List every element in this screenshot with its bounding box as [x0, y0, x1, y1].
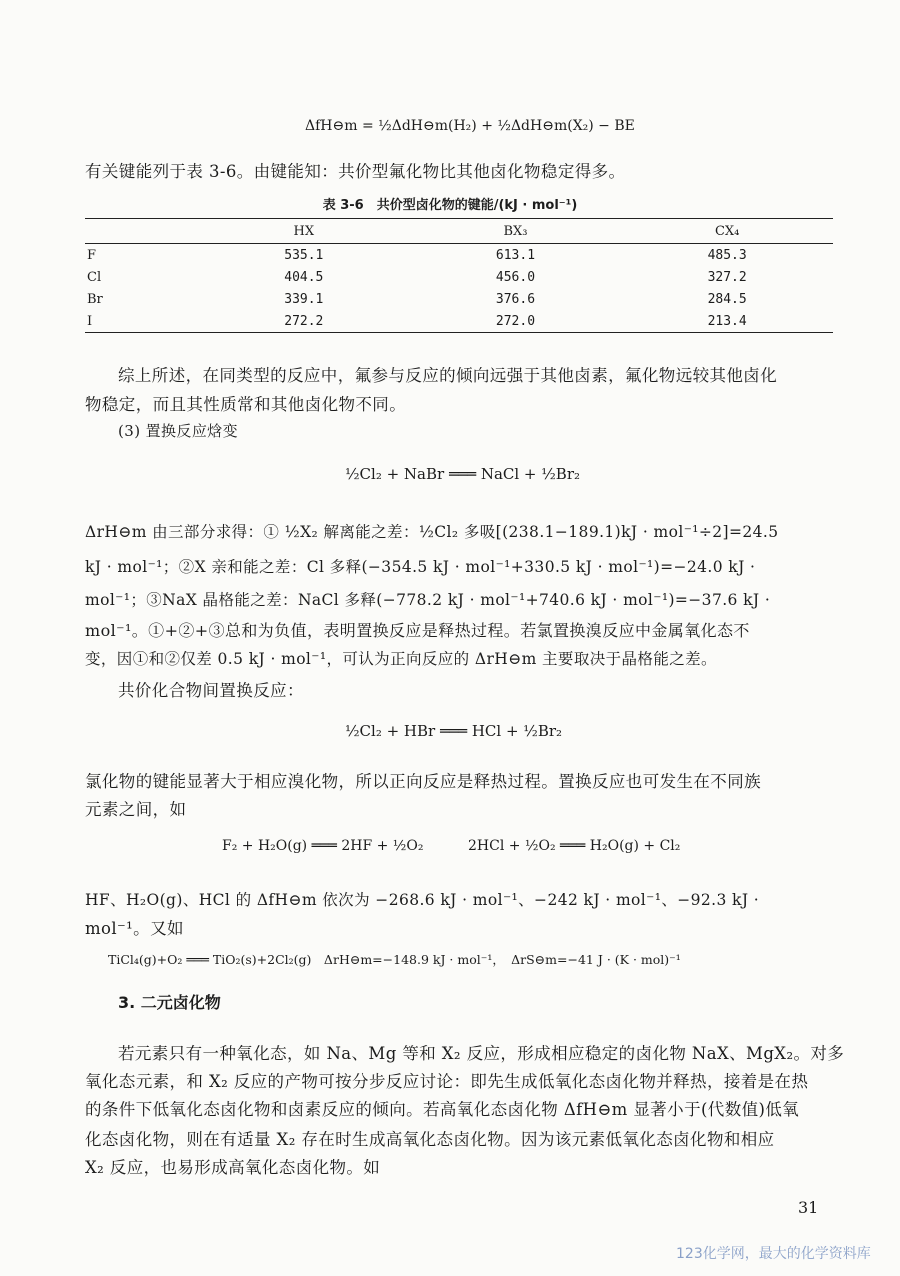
table-cell: 613.1	[495, 247, 536, 263]
row-label: Cl	[87, 269, 102, 285]
row-label: Br	[87, 291, 103, 307]
paragraph-3-line-4: mol⁻¹。①+②+③总和为负值，表明置换反应是释热过程。若氯置换溴反应中金属氧化态不	[85, 621, 750, 640]
watermark-text: 123化学网，最大的化学资料库	[676, 1246, 871, 1262]
table-header-corner	[85, 219, 198, 244]
paragraph-5-line-2: 元素之间，如	[85, 800, 187, 819]
subheading-3: (3) 置换反应焓变	[118, 422, 239, 440]
table-cell: 272.0	[410, 310, 622, 333]
table-caption: 表 3-6 共价型卤化物的键能/(kJ · mol⁻¹)	[322, 198, 578, 213]
equation-2: ½Cl₂ + HBr ═══ HCl + ½Br₂	[345, 722, 563, 740]
paragraph-7-line-4: 化态卤化物，则在有适量 X₂ 存在时生成高氧化态卤化物。因为该元素低氧化态卤化物和相应	[85, 1130, 775, 1149]
page-number: 31	[798, 1198, 819, 1217]
paragraph-3-line-3: mol⁻¹；③NaX 晶格能之差：NaCl 多释(−778.2 kJ · mol⁻¹+740.6 kJ · mol⁻¹)=−37.6 kJ ·	[85, 591, 771, 609]
paragraph-4: 共价化合物间置换反应：	[118, 681, 304, 700]
paragraph-6-line-1: HF、H₂O(g)、HCl 的 ΔfH⊖m 依次为 −268.6 kJ · mol⁻¹、−242 kJ · mol⁻¹、−92.3 kJ ·	[85, 891, 760, 909]
row-label: F	[87, 247, 97, 263]
paragraph-1: 有关键能列于表 3-6。由键能知：共价型氟化物比其他卤化物稳定得多。	[85, 162, 626, 181]
paragraph-7-line-1: 若元素只有一种氧化态，如 Na、Mg 等和 X₂ 反应，形成相应稳定的卤化物 NaX、MgX₂。对多	[118, 1044, 845, 1063]
equation-1: ½Cl₂ + NaBr ═══ NaCl + ½Br₂	[345, 465, 581, 483]
section-heading-3: 3. 二元卤化物	[118, 993, 221, 1012]
table-cell: 213.4	[621, 310, 833, 333]
table-row	[85, 266, 833, 288]
paragraph-5-line-1: 氯化物的键能显著大于相应溴化物，所以正向反应是释热过程。置换反应也可发生在不同族	[85, 772, 761, 791]
paragraph-7-line-3: 的条件下低氧化态卤化物和卤素反应的倾向。若高氧化态卤化物 ΔfH⊖m 显著小于(代数值)低氧	[85, 1100, 800, 1119]
table-cell: 284.5	[707, 291, 747, 307]
table-header-hx: HX	[198, 219, 410, 244]
equation-4: TiCl₄(g)+O₂ ═══ TiO₂(s)+2Cl₂(g) ΔrH⊖m=−148.9 kJ · mol⁻¹， ΔrS⊖m=−41 J · (K · mol)⁻¹	[108, 952, 681, 967]
table-cell: 456.0	[495, 269, 536, 285]
table-header-row	[85, 219, 833, 244]
paragraph-3-line-5: 变，因①和②仅差 0.5 kJ · mol⁻¹，可认为正向反应的 ΔrH⊖m 主要取决于晶格能之差。	[85, 650, 717, 668]
row-label: I	[85, 310, 198, 333]
paragraph-6-line-2: mol⁻¹。又如	[85, 919, 184, 938]
table-cell: 272.2	[198, 310, 410, 333]
table-cell: 485.3	[707, 247, 747, 263]
table-row	[85, 310, 833, 333]
table-cell: 339.1	[284, 291, 324, 307]
paragraph-3-line-1: ΔrH⊖m 由三部分求得：① ½X₂ 解离能之差：½Cl₂ 多吸[(238.1−189.1)kJ · mol⁻¹÷2]=24.5	[85, 523, 779, 541]
paragraph-2-line-1: 综上所述，在同类型的反应中，氟参与反应的倾向远强于其他卤素，氟化物远较其他卤化	[118, 366, 778, 385]
equation-3a: F₂ + H₂O(g) ═══ 2HF + ½O₂	[222, 838, 424, 854]
paragraph-2-line-2: 物稳定，而且其性质常和其他卤化物不同。	[85, 395, 407, 414]
table-row	[85, 288, 833, 310]
table-cell: 327.2	[707, 269, 747, 285]
table-cell: 404.5	[284, 269, 324, 285]
paragraph-7-line-5: X₂ 反应，也易形成高氧化态卤化物。如	[85, 1158, 381, 1177]
table-cell: 535.1	[284, 247, 324, 263]
bond-energy-table	[85, 218, 833, 333]
paragraph-3-line-2: kJ · mol⁻¹；②X 亲和能之差：Cl 多释(−354.5 kJ · mol⁻¹+330.5 kJ · mol⁻¹)=−24.0 kJ ·	[85, 558, 756, 576]
table-header-bx3: BX₃	[410, 219, 622, 244]
formula-top: ΔfH⊖m = ½ΔdH⊖m(H₂) + ½ΔdH⊖m(X₂) − BE	[305, 118, 635, 134]
table-row	[85, 244, 833, 267]
paragraph-7-line-2: 氧化态元素，和 X₂ 反应的产物可按分步反应讨论：即先生成低氧化态卤化物并释热，接着是在热	[85, 1072, 809, 1091]
table-header-cx4: CX₄	[621, 219, 833, 244]
table-cell: 376.6	[495, 291, 536, 307]
equation-3b: 2HCl + ½O₂ ═══ H₂O(g) + Cl₂	[468, 838, 681, 854]
